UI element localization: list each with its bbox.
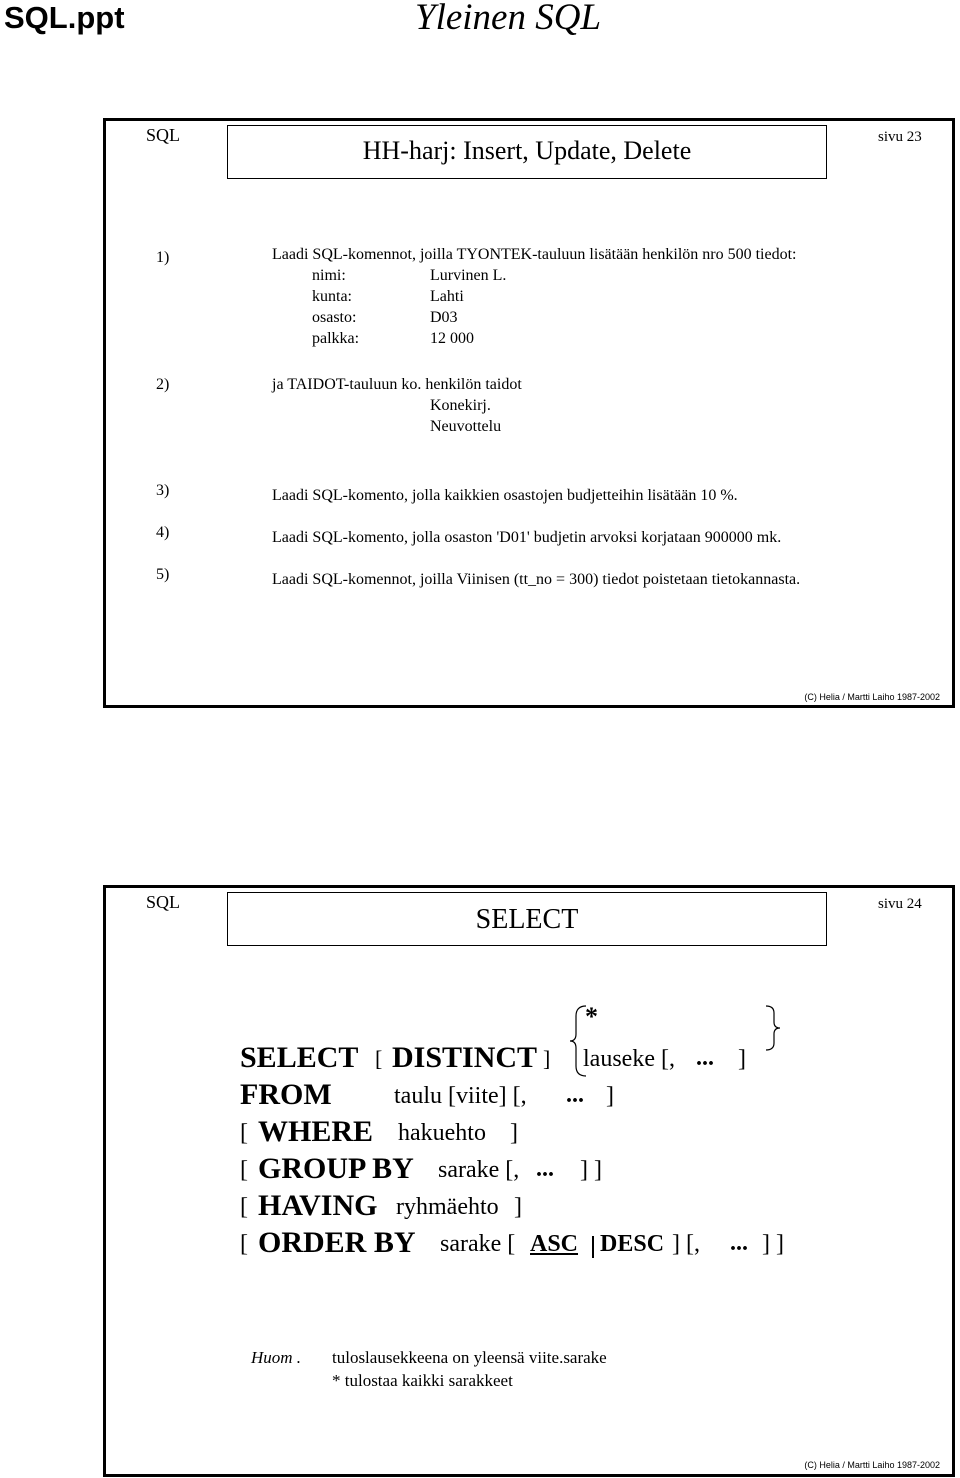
item-text: Laadi SQL-komennot, joilla TYONTEK-tauluun lisätään henkilön nro 500 tiedot: [272,246,797,263]
asterisk-option: * [585,1002,598,1031]
slide-24 [103,885,955,1477]
sarake-arg: sarake [, [438,1157,520,1183]
item-text: Laadi SQL-komento, jolla kaikkien osastojen budjetteihin lisätään 10 %. [272,487,738,504]
close-bracket: ] [510,1120,518,1146]
field-value: D03 [430,309,458,326]
keyword-group-by: GROUP BY [258,1152,414,1185]
ellipsis: ... [566,1082,584,1108]
skill-item: Konekirj. [430,397,491,414]
item-text: Laadi SQL-komennot, joilla Viinisen (tt_no = 300) tiedot poistetaan tietokannasta. [272,571,801,588]
ryhmaehto-arg: ryhmäehto [396,1194,499,1220]
keyword-select: SELECT [240,1041,359,1074]
option-separator [592,1236,594,1258]
keyword-where: WHERE [258,1115,374,1148]
item-text: ja TAIDOT-tauluun ko. henkilön taidot [272,376,522,393]
open-bracket: [ [375,1046,383,1071]
order-sarake-arg: sarake [ [440,1231,516,1257]
skill-item: Neuvottelu [430,418,502,435]
field-label: palkka: [312,330,360,347]
slide-title-box [227,125,827,179]
close-bracket: ] [606,1083,614,1109]
note-line: tuloslausekkeena on yleensä viite.sarake [332,1348,607,1367]
page-number: sivu 24 [878,896,922,912]
copyright-footer: (C) Helia / Martti Laiho 1987-2002 [804,1460,940,1470]
asc-option: ASC [530,1231,579,1257]
field-value: Lurvinen L. [430,267,507,284]
note-line: * tulostaa kaikki sarakkeet [332,1371,513,1390]
field-label: kunta: [312,288,352,305]
page-number: sivu 23 [878,129,922,145]
open-bracket: [ [240,1120,248,1146]
ellipsis: ... [536,1156,554,1182]
open-bracket: [ [240,1231,248,1257]
desc-option: DESC [600,1231,665,1257]
open-bracket: [ [240,1194,248,1220]
ellipsis: ... [730,1230,748,1256]
order-continuation: ] [, [672,1231,700,1257]
item-number: 2) [156,376,170,393]
file-name: SQL.ppt [4,0,125,35]
field-label: nimi: [312,267,346,284]
copyright-footer: (C) Helia / Martti Laiho 1987-2002 [804,692,940,702]
item-number: 1) [156,249,170,266]
close-bracket: ] [738,1046,746,1072]
item-number: 4) [156,524,170,541]
field-value: Lahti [430,288,464,305]
keyword-from: FROM [240,1078,332,1111]
keyword-order-by: ORDER BY [258,1226,416,1259]
keyword-distinct: DISTINCT [392,1041,538,1074]
note-label: Huom . [251,1348,302,1367]
ellipsis: ... [696,1045,714,1071]
item-number: 3) [156,482,170,499]
document-title: Yleinen SQL [415,0,602,38]
close-brackets: ] ] [580,1157,602,1183]
item-text: Laadi SQL-komento, jolla osaston 'D01' budjetin arvoksi korjataan 900000 mk. [272,529,782,546]
slide-tag: SQL [146,892,181,912]
right-brace-icon [762,1004,784,1052]
field-value: 12 000 [430,330,474,347]
field-label: osasto: [312,309,357,326]
slide-title-box [227,892,827,946]
slide-title: HH-harj: Insert, Update, Delete [362,136,692,165]
item-number: 5) [156,566,170,583]
close-bracket: ] [543,1046,551,1071]
close-bracket: ] [514,1194,522,1220]
slide-tag: SQL [146,125,181,145]
lauseke-arg: lauseke [, [583,1046,675,1072]
keyword-having: HAVING [258,1189,378,1222]
close-brackets: ] ] [762,1231,784,1257]
open-bracket: [ [240,1157,248,1183]
slide-23 [103,118,955,708]
slide-title: SELECT [475,904,579,935]
hakuehto-arg: hakuehto [398,1120,486,1146]
taulu-arg: taulu [viite] [, [394,1083,527,1109]
